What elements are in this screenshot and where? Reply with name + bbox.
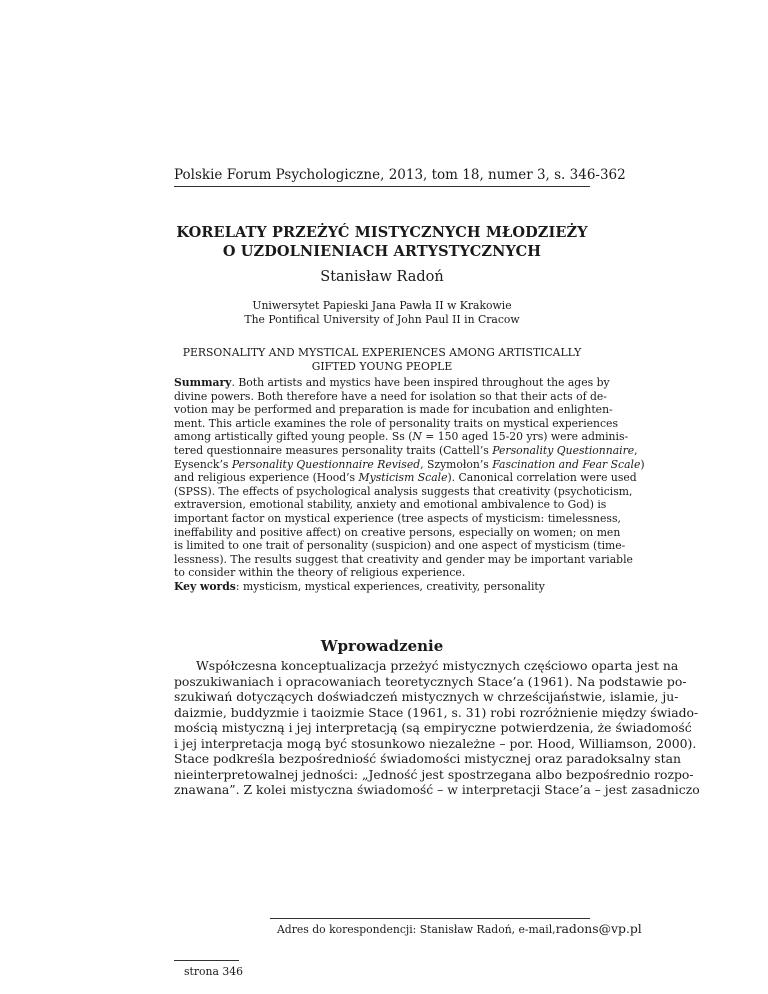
english-title-line-2: GIFTED YOUNG PEOPLE: [311, 359, 453, 373]
article-title: [174, 223, 590, 261]
abstract-line: tered questionnaire measures personality traits (Cattell’s Personality Questionnaire,: [174, 443, 638, 457]
body-line: znawana”. Z kolei mistyczna świadomość – w interpretacji Stace’a – jest zasadniczo: [174, 782, 700, 797]
abstract-line: important factor on mystical experience (tree aspects of mysticism: timelessness,: [174, 511, 621, 525]
keywords-line: [174, 580, 590, 594]
body-line: Stace podkreśla bezpośredniość świadomości mistycznej oraz paradoksalny stan: [174, 751, 681, 766]
body-line: poszukiwaniach i opracowaniach teoretycznych Stace’a (1961). Na podstawie po-: [174, 673, 687, 689]
abstract-line: votion may be performed and preparation is made for incubation and enlighten-: [174, 403, 613, 417]
keywords: : mysticism, mystical experiences, creativity, personality: [235, 579, 545, 593]
footnote-label: Adres do korespondencji: Stanisław Radoń, e-mail,: [277, 923, 556, 936]
abstract-line: Summary. Both artists and mystics have been inspired throughout the ages by: [174, 376, 610, 389]
body-line: i jej interpretacja mogą być stosunkowo niezależne – por. Hood, Williamson, 2000).: [174, 735, 697, 751]
abstract-line: extraversion, emotional stability, anxiety and emotional ambivalence to God) is: [174, 498, 607, 512]
page-number-divider: [174, 960, 239, 961]
body-line: daizmie, buddyzmie i taoizmie Stace (1961, s. 31) robi rozróżnienie między świado-: [174, 704, 699, 720]
abstract-line: lessness). The results suggest that creativity and gender may be important variable: [174, 552, 633, 566]
abstract: [174, 376, 645, 594]
abstract-line: Eysenck’s Personality Questionnaire Revised, Szymołon’s Fascination and Fear Scale): [174, 457, 645, 471]
abstract-line: divine powers. Both therefore have a need for isolation so that their acts of de-: [174, 389, 607, 403]
english-title-line-1: PERSONALITY AND MYSTICAL EXPERIENCES AMONG ARTISTICALLY: [182, 346, 582, 359]
body-line: nieinterpretowalnej jedności: „Jedność jest spostrzegana albo bezpośrednio rozpo-: [174, 766, 694, 782]
english-title: [174, 346, 590, 373]
affiliation: [174, 299, 590, 326]
summary-label: Summary: [174, 376, 232, 389]
body-line: szukiwań dotyczących doświadczeń mistycznych w chrześcijaństwie, islamie, ju-: [174, 689, 679, 704]
header-divider: [174, 186, 590, 187]
correspondence-footnote: [277, 921, 642, 936]
running-head: Polskie Forum Psychologiczne, 2013, tom 18, numer 3, s. 346-362: [174, 167, 626, 183]
keywords-label: Key words: [174, 579, 236, 593]
email-address: radons@vp.pl: [555, 921, 642, 936]
author-name: Stanisław Radoń: [320, 269, 444, 285]
body-line: mością mistyczną i jej interpretacją (są empiryczne potwierdzenia, że świadomość: [174, 720, 692, 735]
abstract-line: ment. This article examines the role of personality traits on mystical experiences: [174, 416, 618, 430]
abstract-line: to consider within the theory of religious experience.: [174, 566, 466, 580]
article-title-line-1: KORELATY PRZEŻYĆ MISTYCZNYCH MŁODZIEŻY: [176, 224, 588, 241]
affiliation-english: The Pontifical University of John Paul II in Cracow: [244, 312, 520, 326]
page-number: strona 346: [184, 965, 243, 978]
abstract-line: (SPSS). The effects of psychological analysis suggests that creativity (psychoticism,: [174, 484, 633, 498]
abstract-line: among artistically gifted young people. Ss (N = 150 aged 15-20 yrs) were adminis-: [174, 430, 629, 444]
body-paragraph: [174, 658, 700, 798]
body-line: Współczesna konceptualizacja przeżyć mistycznych częściowo oparta jest na: [196, 658, 679, 673]
abstract-line: is limited to one trait of personality (suspicion) and one aspect of mysticism (time-: [174, 539, 626, 553]
abstract-line: ineffability and positive affect) on creative persons, especially on women; on men: [174, 525, 621, 539]
footnote-divider: [270, 918, 590, 919]
article-title-line-2: O UZDOLNIENIACH ARTYSTYCZNYCH: [222, 243, 542, 260]
abstract-line: and religious experience (Hood’s Mysticism Scale). Canonical correlation were used: [174, 471, 637, 485]
section-heading: Wprowadzenie: [320, 637, 444, 655]
affiliation-polish: Uniwersytet Papieski Jana Pawła II w Krakowie: [252, 299, 512, 312]
